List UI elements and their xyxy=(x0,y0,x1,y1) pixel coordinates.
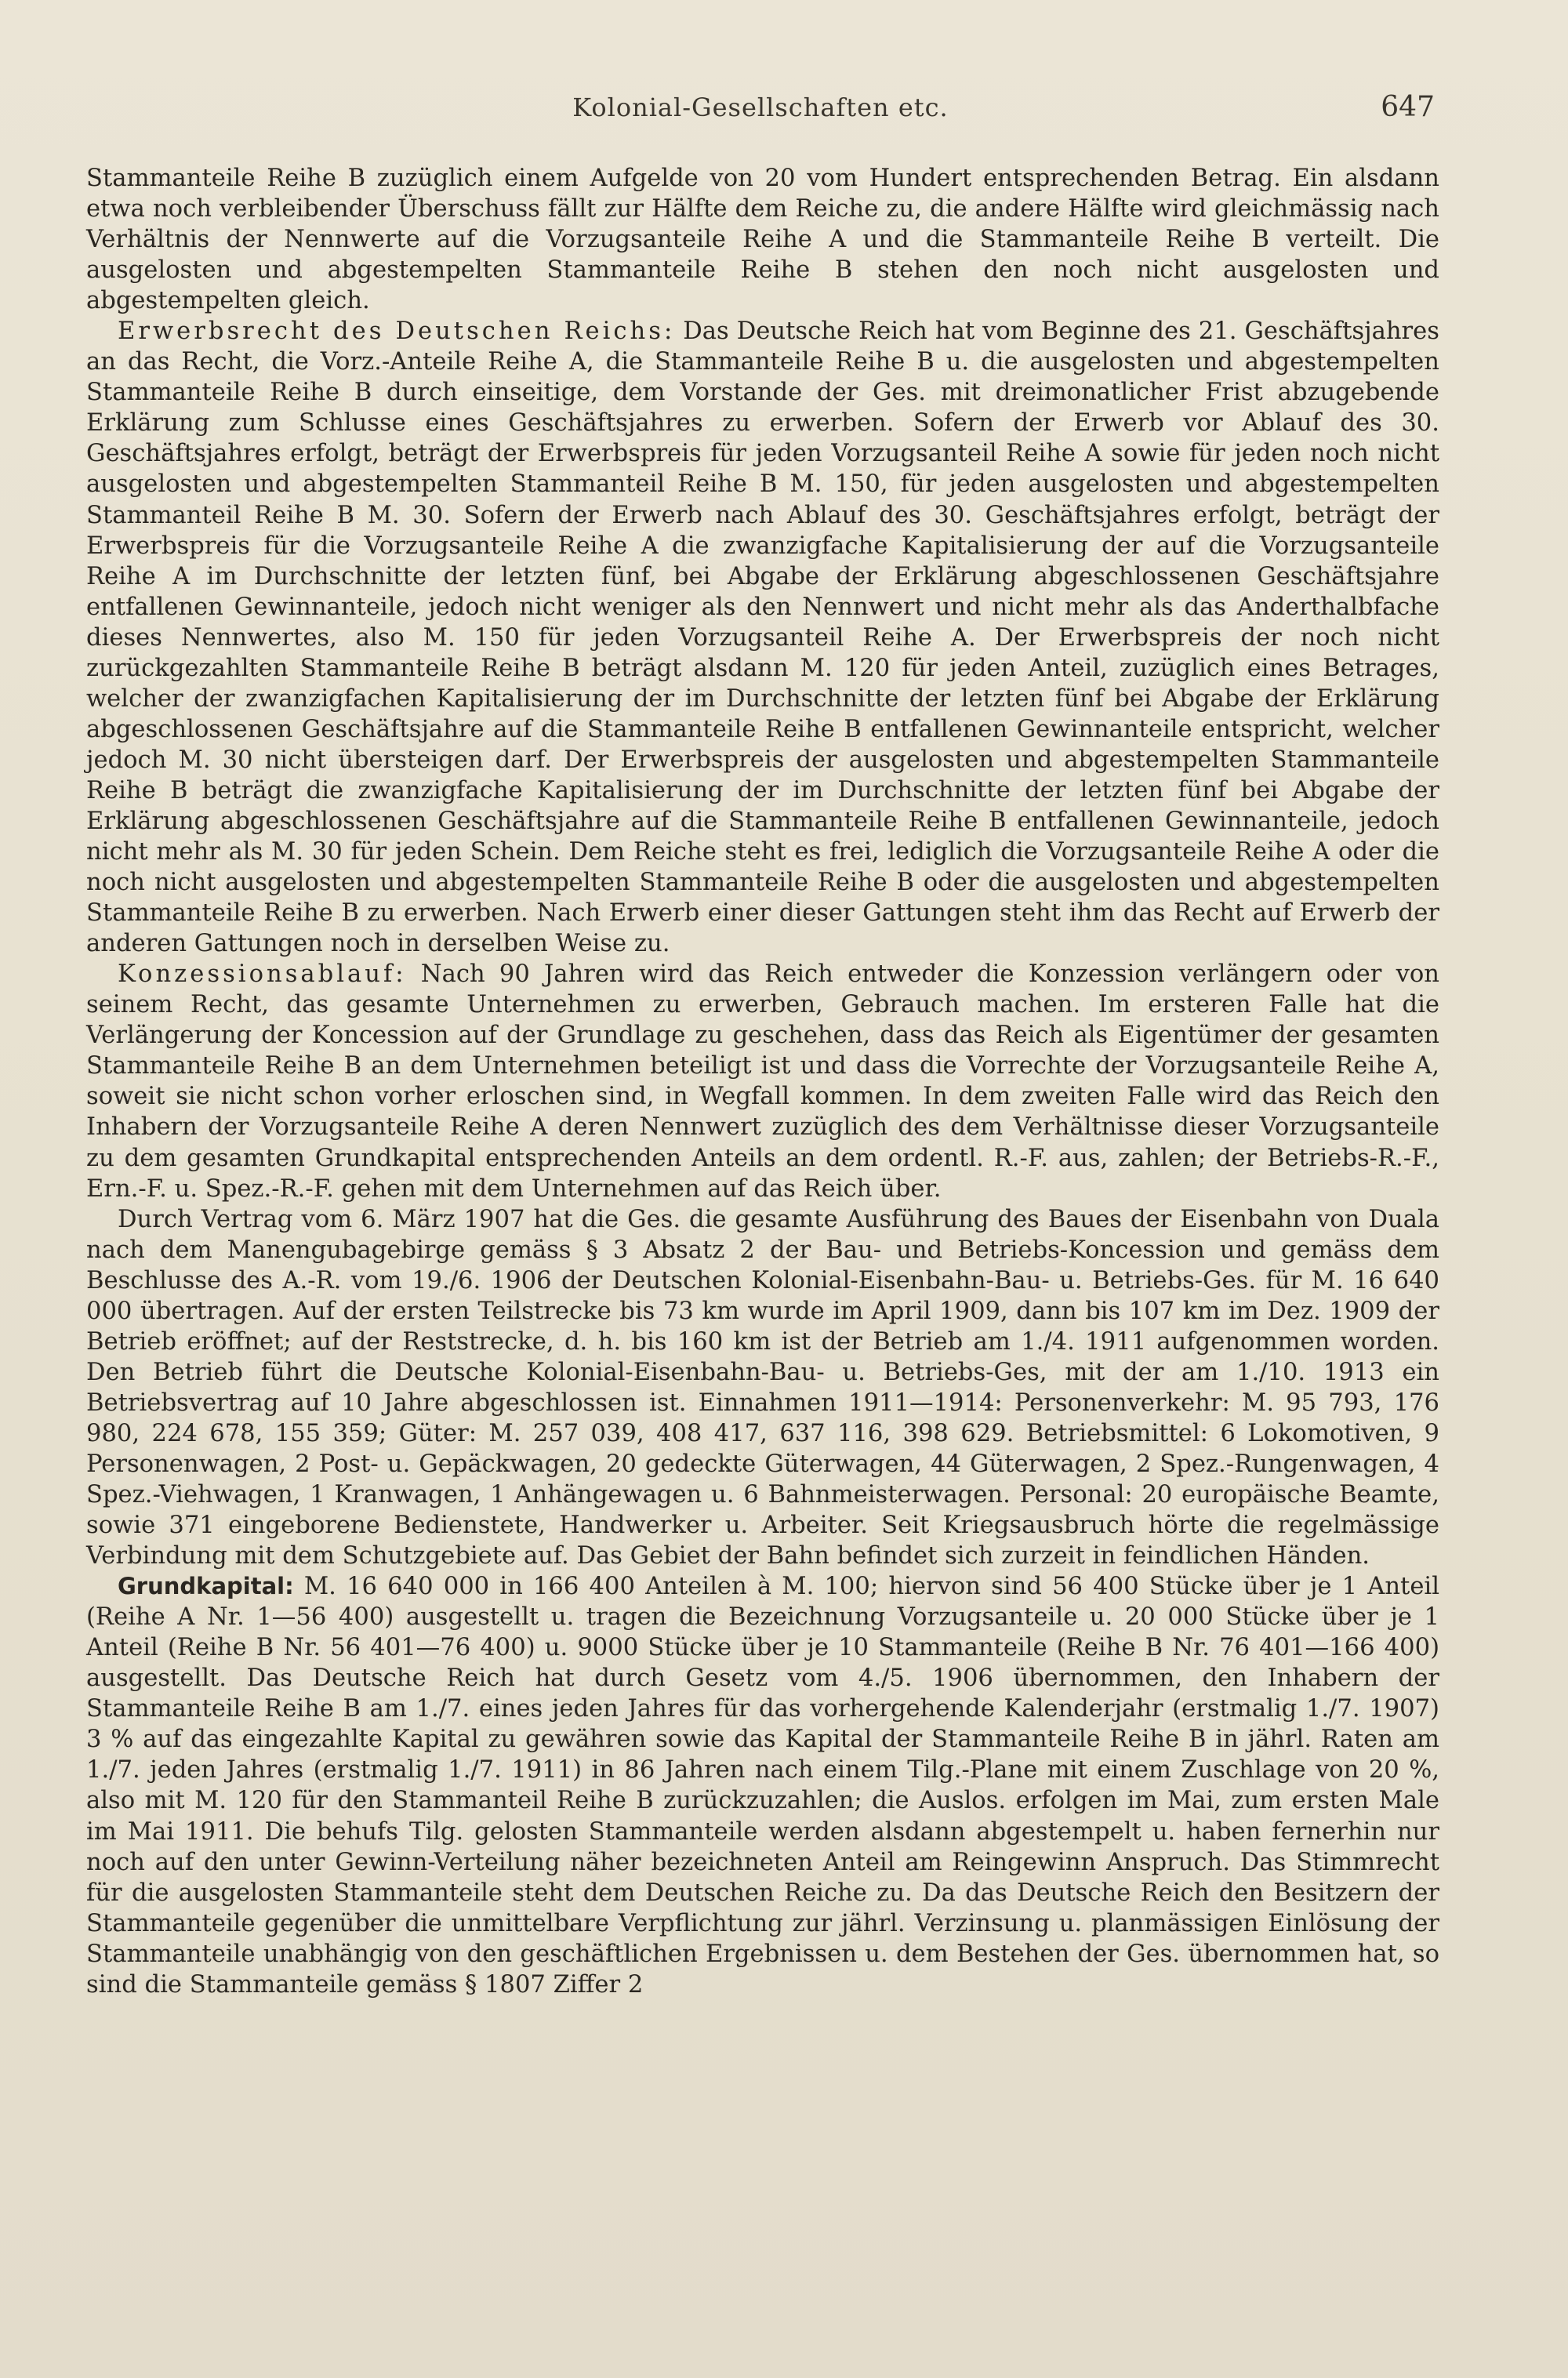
paragraph-text: Das Deutsche Reich hat vom Beginne des 21. Geschäftsjahres an das Recht, die Vorz.-Anteile Reihe A, die Stammanteile Reihe B u. die ausgelosten und abgestempelten Stammanteile Reihe B durch einseitige, dem Vorstande der Ges. mit dreimonatlicher Frist abzugebende Erklärung zum Schlusse eines Geschäftsjahres zu erwerben. Sofern der Erwerb vor Ablauf des 30. Geschäftsjahres erfolgt, beträgt der Erwerbspreis für jeden Vorzugsanteil Reihe A sowie für jeden noch nicht ausgelosten und abgestempelten Stammanteil Reihe B M. 150, für jeden ausgelosten und abgestempelten Stammanteil Reihe B M. 30. Sofern der Erwerb nach Ablauf des 30. Geschäftsjahres erfolgt, beträgt der Erwerbspreis für die Vorzugsanteile Reihe A die zwanzigfache Kapitalisierung der auf die Vorzugsanteile Reihe A im Durchschnitte der letzten fünf, bei Abgabe der Erklärung abgeschlossenen Geschäftsjahre entfallenen Gewinnanteile, jedoch nicht weniger als den Nennwert und nicht mehr als das Anderthalbfache dieses Nennwertes, also M. 150 für jeden Vorzugsanteil Reihe A. Der Erwerbspreis der noch nicht zurückgezahlten Stammanteile Reihe B beträgt alsdann M. 120 für jeden Anteil, zuzüglich eines Betrages, welcher der zwanzigfachen Kapitalisierung der im Durchschnitte der letzten fünf bei Abgabe der Erklärung abgeschlossenen Geschäftsjahre auf die Stammanteile Reihe B entfallenen Gewinnanteile entspricht, welcher jedoch M. 30 nicht übersteigen darf. Der Erwerbspreis der ausgelosten und abgestempelten Stammanteile Reihe B beträgt die zwanzigfache Kapitalisierung der im Durchschnitte der letzten fünf bei Abgabe der Erklärung abgeschlossenen Geschäftsjahre auf die Stammanteile Reihe B entfallenen Gewinnanteile, jedoch nicht mehr als M. 30 für jeden Schein. Dem Reiche steht es frei, lediglich die Vorzugsanteile Reihe A oder die noch nicht ausgelosten und abgestempelten Stammanteile Reihe B oder die ausgelosten und abgestempelten Stammanteile Reihe B zu erwerben. Nach Erwerb einer dieser Gattungen steht ihm das Recht auf Erwerb der anderen Gattungen noch in derselben Weise zu. xyxy=(86,318,1439,958)
page-number: 647 xyxy=(1381,91,1435,123)
paragraph-text: Durch Vertrag vom 6. März 1907 hat die Ges. die gesamte Ausführung des Baues der Eisenbahn von Duala nach dem Manengubagebirge gemäss § 3 Absatz 2 der Bau- und Betriebs-Koncession und gemäss dem Beschlusse des A.-R. vom 19./6. 1906 der Deutschen Kolonial-Eisenbahn-Bau- u. Betriebs-Ges. für M. 16 640 000 übertragen. Auf der ersten Teilstrecke bis 73 km wurde im April 1909, dann bis 107 km im Dez. 1909 der Betrieb eröffnet; auf der Reststrecke, d. h. bis 160 km ist der Betrieb am 1./4. 1911 aufgenommen worden. Den Betrieb führt die Deutsche Kolonial-Eisenbahn-Bau- u. Betriebs-Ges, mit der am 1./10. 1913 ein Betriebsvertrag auf 10 Jahre abgeschlossen ist. Einnahmen 1911—1914: Personenverkehr: M. 95 793, 176 980, 224 678, 155 359; Güter: M. 257 039, 408 417, 637 116, 398 629. Betriebsmittel: 6 Lokomotiven, 9 Personenwagen, 2 Post- u. Gepäckwagen, 20 gedeckte Güterwagen, 44 Güterwagen, 2 Spez.-Rungenwagen, 4 Spez.-Viehwagen, 1 Kranwagen, 1 Anhängewagen u. 6 Bahnmeisterwagen. Personal: 20 europäische Beamte, sowie 371 eingeborene Bedienstete, Handwerker u. Arbeiter. Seit Kriegsausbruch hörte die regelmässige Verbindung mit dem Schutzgebiete auf. Das Gebiet der Bahn befindet sich zurzeit in feindlichen Händen. xyxy=(86,1205,1439,1570)
section-lead: Erwerbsrecht des Deutschen Reichs: xyxy=(118,318,676,346)
paragraph-konzessionsablauf xyxy=(86,959,1439,1204)
paragraph-1 xyxy=(86,163,1439,316)
paragraph-vertrag xyxy=(86,1204,1439,1572)
paragraph-text: Stammanteile Reihe B zuzüglich einem Aufgelde von 20 vom Hundert entsprechenden Betrag. Ein alsdann etwa noch verbleibender Überschuss fällt zur Hälfte dem Reiche zu, die andere Hälfte wird gleichmässig nach Verhältnis der Nennwerte auf die Vorzugsanteile Reihe A und die Stammanteile Reihe B verteilt. Die ausgelosten und abgestempelten Stammanteile Reihe B stehen den noch nicht ausgelosten und abgestempelten gleich. xyxy=(86,165,1439,315)
paragraph-text: M. 16 640 000 in 166 400 Anteilen à M. 100; hiervon sind 56 400 Stücke über je 1 Anteil (Reihe A Nr. 1—56 400) ausgestellt u. tragen die Bezeichnung Vorzugsanteile u. 20 000 Stücke über je 1 Anteil (Reihe B Nr. 56 401—76 400) u. 9000 Stücke über je 10 Stammanteile (Reihe B Nr. 76 401—166 400) ausgestellt. Das Deutsche Reich hat durch Gesetz vom 4./5. 1906 übernommen, den Inhabern der Stammanteile Reihe B am 1./7. eines jeden Jahres für das vorhergehende Kalenderjahr (erstmalig 1./7. 1907) 3 % auf das eingezahlte Kapital zu gewähren sowie das Kapital der Stammanteile Reihe B in jährl. Raten am 1./7. jeden Jahres (erstmalig 1./7. 1911) in 86 Jahren nach einem Tilg.-Plane mit einem Zuschlage von 20 %, also mit M. 120 für den Stammanteil Reihe B zurückzuzahlen; die Auslos. erfolgen im Mai, zum ersten Male im Mai 1911. Die behufs Tilg. gelosten Stammanteile werden alsdann abgestempelt u. haben fernerhin nur noch auf den unter Gewinn-Verteilung näher bezeichneten Anteil am Reingewinn Anspruch. Das Stimmrecht für die ausgelosten Stammanteile steht dem Deutschen Reiche zu. Da das Deutsche Reich den Besitzern der Stammanteile gegenüber die unmittelbare Verpflichtung zur jährl. Verzinsung u. planmässigen Einlösung der Stammanteile unabhängig von den geschäftlichen Ergebnissen u. dem Bestehen der Ges. übernommen hat, so sind die Stammanteile gemäss § 1807 Ziffer 2 xyxy=(86,1573,1439,1999)
page-header xyxy=(86,93,1435,132)
paragraph-grundkapital xyxy=(86,1571,1439,2000)
section-lead: Grundkapital: xyxy=(118,1573,294,1600)
running-head: Kolonial-Gesellschaften etc. xyxy=(572,93,949,122)
paragraph-erwerbsrecht xyxy=(86,316,1439,959)
paragraph-text: Nach 90 Jahren wird das Reich entweder die Konzession verlängern oder von seinem Recht, das gesamte Unternehmen zu erwerben, Gebrauch machen. Im ersteren Falle hat die Verlängerung der Koncession auf der Grundlage zu geschehen, dass das Reich als Eigentümer der gesamten Stammanteile Reihe B an dem Unternehmen beteiligt ist und dass die Vorrechte der Vorzugsanteile Reihe A, soweit sie nicht schon vorher erloschen sind, in Wegfall kommen. In dem zweiten Falle wird das Reich den Inhabern der Vorzugsanteile Reihe A deren Nennwert zuzüglich des dem Verhältnisse dieser Vorzugsanteile zu dem gesamten Grundkapital entsprechenden Anteils an dem ordentl. R.-F. aus, zahlen; der Betriebs-R.-F., Ern.-F. u. Spez.-R.-F. gehen mit dem Unternehmen auf das Reich über. xyxy=(86,960,1439,1203)
section-lead: Konzessionsablauf: xyxy=(118,960,407,989)
body-text xyxy=(86,163,1439,2000)
